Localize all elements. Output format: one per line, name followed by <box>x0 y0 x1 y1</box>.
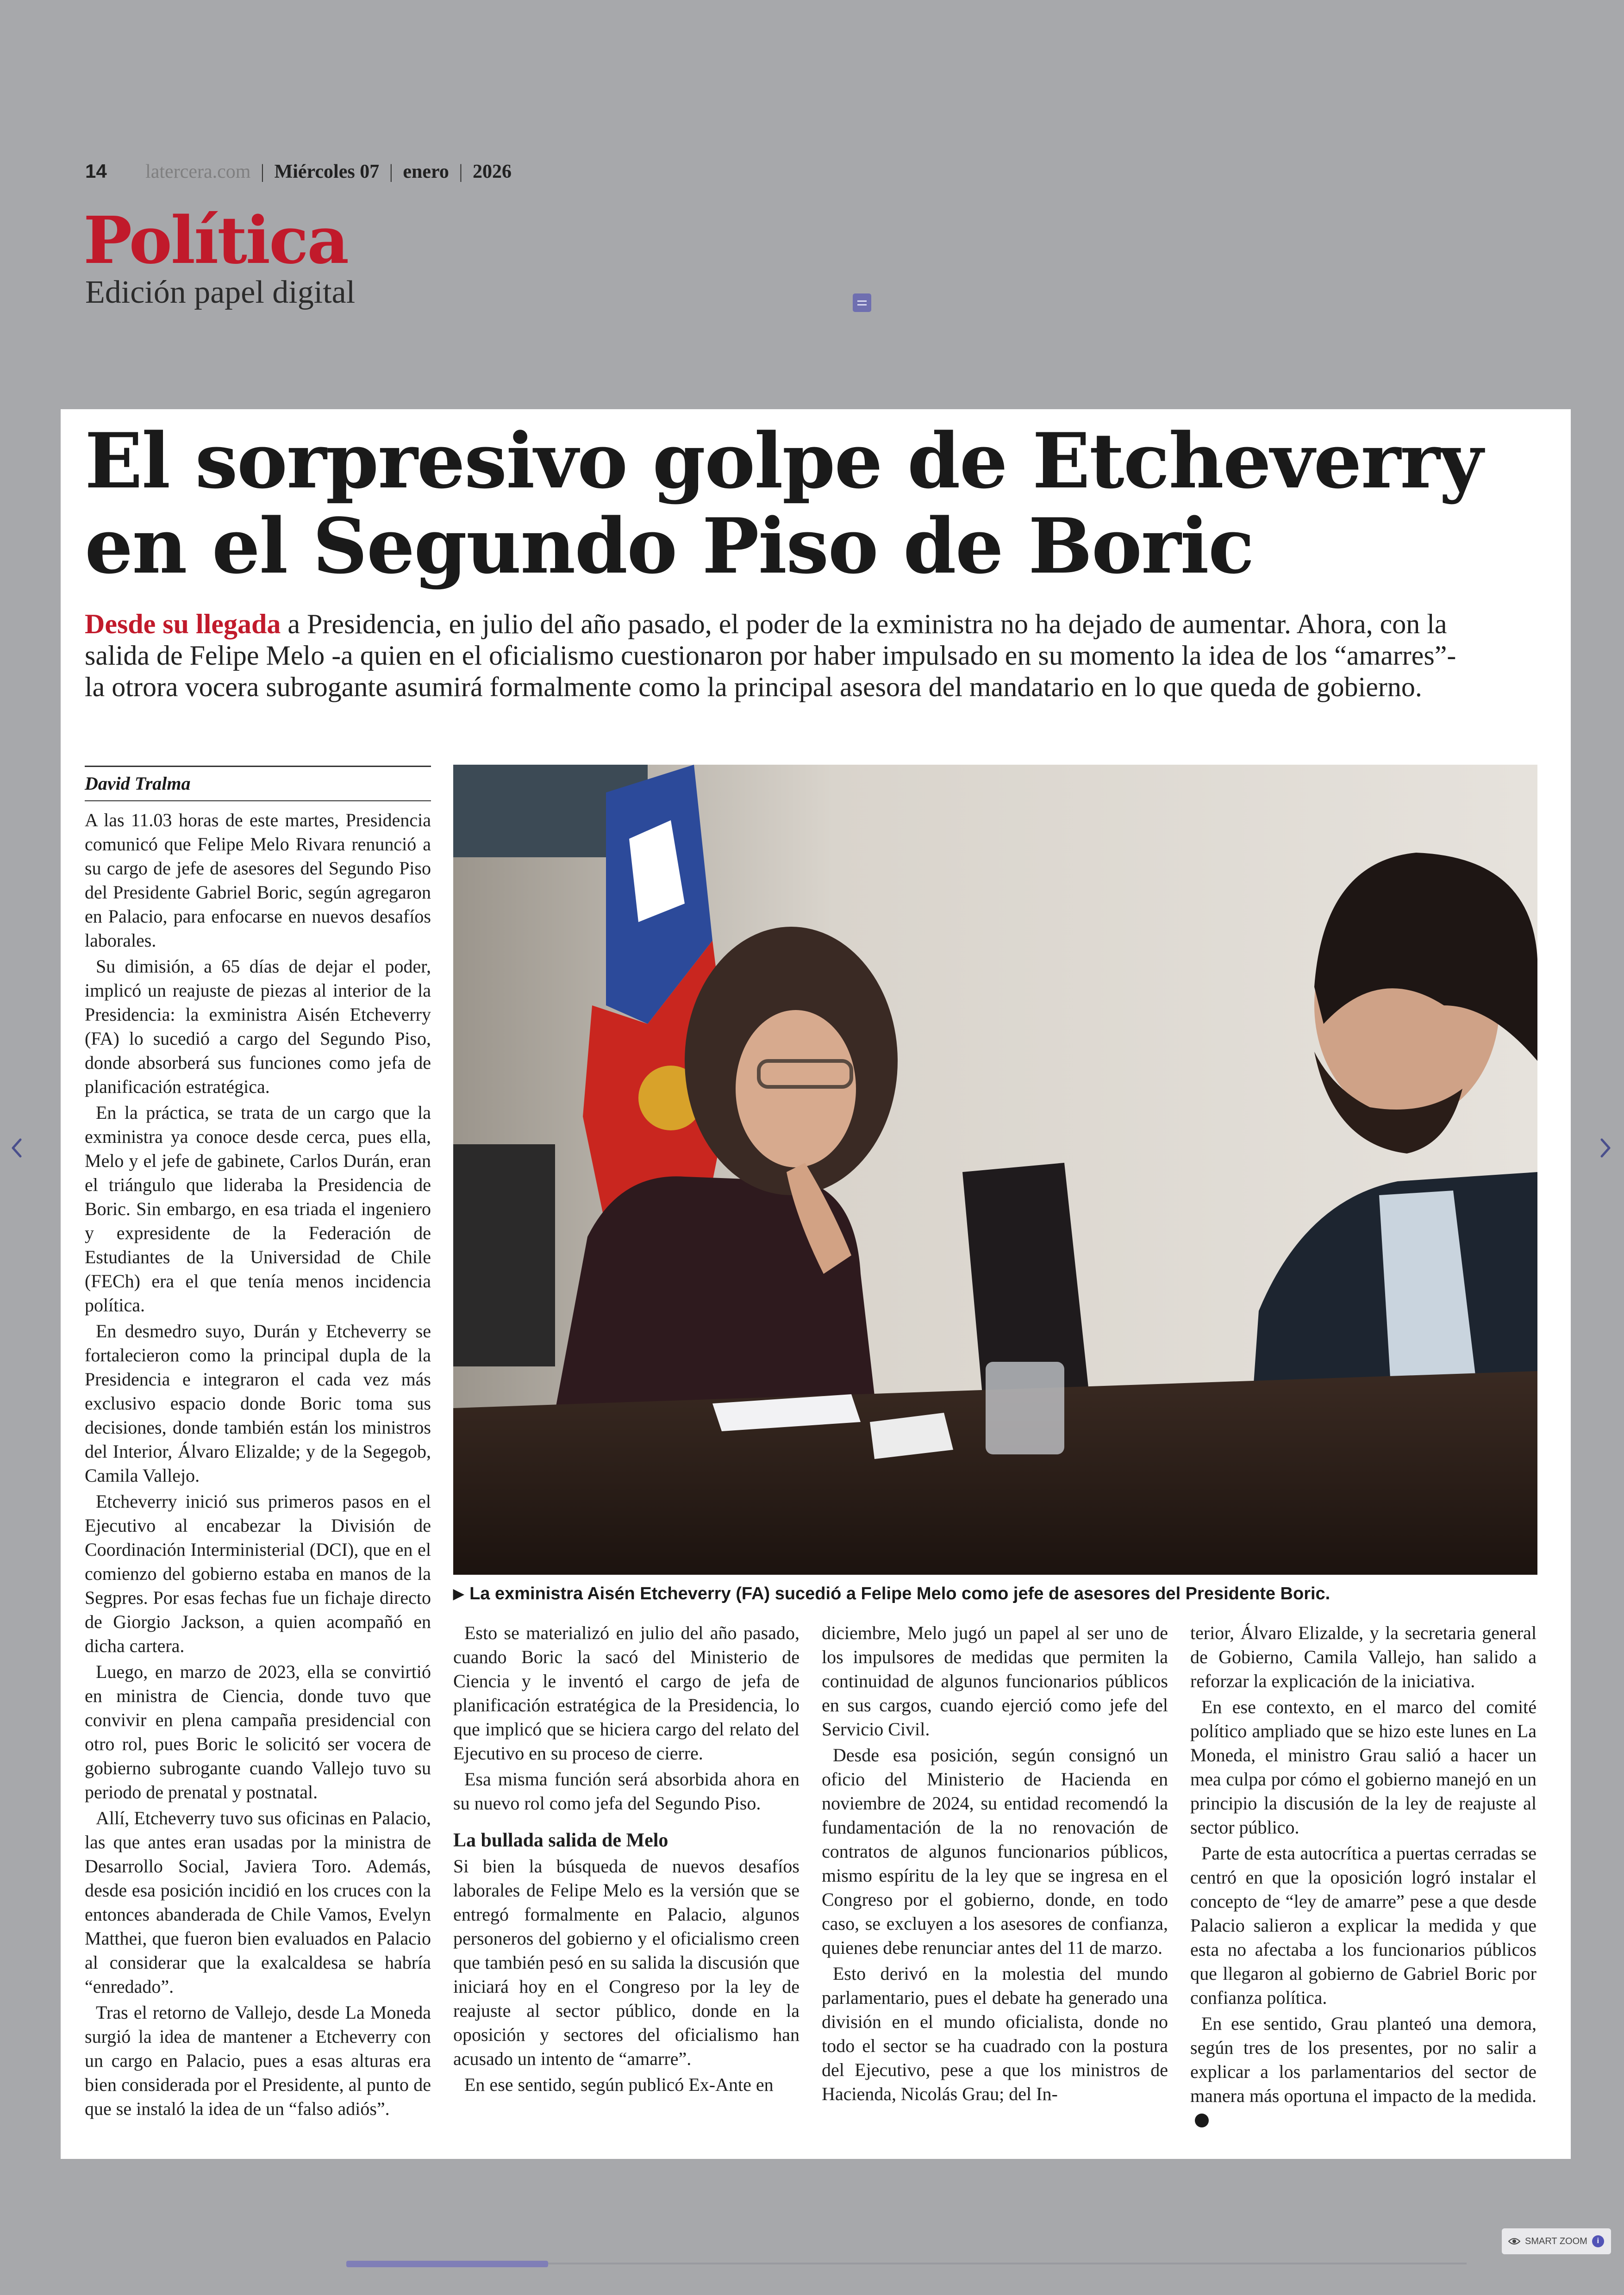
info-badge-icon: i <box>1592 2235 1604 2247</box>
smart-zoom-button[interactable] <box>1502 2228 1611 2254</box>
headline-line: El sorpresivo golpe de Etcheverry <box>85 416 1482 505</box>
body-paragraph: Desde esa posición, según consignó un oficio del Ministerio de Hacienda en noviembre de 2024, su entidad recomendó la fundamentación de la no renovación de contratos de algunos funcionarios públicos, mismo espíritu de la ley que se ingresa en el Congreso por el gobierno, donde, en todo caso, se excluyen a los asesores de confianza, quienes debe renunciar antes del 11 de marzo. <box>822 1745 1168 1958</box>
reading-progress-track[interactable] <box>548 2263 1467 2264</box>
article-page <box>61 409 1571 2159</box>
notes-icon[interactable] <box>853 293 871 312</box>
author-name: David Tralma <box>85 773 191 794</box>
body-paragraph: terior, Álvaro Elizalde, y la secretaria general de Gobierno, Camila Vallejo, han salido a reforzar la explicación de la iniciativa. <box>1190 1622 1537 1691</box>
date-year: 2026 <box>473 161 512 182</box>
section-title: Política <box>83 203 348 279</box>
body-paragraph: Esto se materializó en julio del año pasado, cuando Boric la sacó del Ministerio de Ciencia y le inventó el cargo de jefa de planificación estratégica de la Presidencia, lo que implicó que se hiciera cargo del relato del Ejecutivo en su proceso de cierre. <box>453 1622 800 1764</box>
body-paragraph: Esa misma función será absorbida ahora en su nuevo rol como jefa del Segundo Piso. <box>453 1769 800 1814</box>
text-column-1 <box>85 808 431 2123</box>
body-paragraph: Si bien la búsqueda de nuevos desafíos laborales de Felipe Melo es la versión que se entregó formalmente en Palacio, algunos personeros del gobierno y el oficialismo creen que también pesó en su salida la discusión que iniciará hoy en el Congreso por la ley de reajuste al sector público, donde en la oposición y sectores del oficialismo han acusado un intento de “amarre”. <box>453 1856 800 2069</box>
body-paragraph <box>1190 2012 1537 2132</box>
body-paragraph: Etcheverry inició sus primeros pasos en el Ejecutivo al encabezar la División de Coordinación Interministerial (DCI), que en el comienzo del gobierno estaba en manos de la Segpres. Por esas fechas fue un fichaje directo de Giorgio Jackson, a quien acompañó en dicha cartera. <box>85 1491 431 1656</box>
masthead: 14 latercera.com | Miércoles 07 | enero | 2026 <box>85 160 512 182</box>
byline <box>85 766 431 801</box>
body-paragraph: En desmedro suyo, Durán y Etcheverry se fortalecieron como la principal dupla de la Presidencia e integraron el cada vez más exclusivo espacio donde Boric toma sus decisiones, donde también están los ministros del Interior, Álvaro Elizalde; y de la Segegob, Camila Vallejo. <box>85 1321 431 1486</box>
text-column-3 <box>822 1621 1168 2108</box>
lead-line: la otrora vocera subrogante asumirá formalmente como la principal asesora del mandatario en lo que queda de gobierno. <box>85 672 1422 702</box>
headline <box>85 418 1520 589</box>
date-day: Miércoles 07 <box>274 161 380 182</box>
body-paragraph: En ese sentido, según publicó Ex-Ante en <box>464 2074 774 2095</box>
photo-illustration <box>453 765 1537 1575</box>
chevron-left-icon <box>7 1129 26 1166</box>
body-paragraph: En la práctica, se trata de un cargo que la exministra ya conoce desde cerca, pues ella, Melo y el jefe de gabinete, Carlos Durán, eran el triángulo que lideraba la Presidencia de Boric. Sin embargo, en esa triada el ingeniero y expresidente de la Federación de Estudiantes de la Universidad de Chile (FECh) era el que tenía menos incidencia política. <box>85 1102 431 1316</box>
end-mark-icon <box>1195 2114 1209 2127</box>
page-number: 14 <box>85 160 107 182</box>
lead-line: salida de Felipe Melo -a quien en el oficialismo cuestionaron por haber impulsado en su momento la idea de los “amarres”- <box>85 640 1456 671</box>
body-paragraph: Parte de esta autocrítica a puertas cerradas se centró en que la oposición logró instalar el concepto de “ley de amarre” pese a que desde Palacio salieron a explicar la medida y que esta no afectaba a los funcionarios públicos que llegaron al gobierno de Gabriel Boric por confianza política. <box>1190 1843 1537 2008</box>
body-paragraph: Su dimisión, a 65 días de dejar el poder, implicó un reajuste de piezas al interior de la Presidencia: la exministra Aisén Etcheverry (FA) lo sucedió a cargo del Segundo Piso, donde absorberá sus funciones como jefa de planificación estratégica. <box>85 956 431 1097</box>
site-name[interactable]: latercera.com <box>145 161 251 182</box>
lead-kicker: Desde su llegada <box>85 609 281 639</box>
body-paragraph: Esto derivó en la molestia del mundo parlamentario, pues el debate ha generado una división en el mundo oficialista, donde no todo el sector se ha cuadrado con la postura del Ejecutivo, pese a que los ministros de Hacienda, Nicolás Grau; del In- <box>822 1963 1168 2104</box>
smart-zoom-label: SMART ZOOM <box>1525 2236 1587 2246</box>
body-paragraph: Luego, en marzo de 2023, ella se convirtió en ministra de Ciencia, donde tuvo que convivir en plena campaña presidencial con otro rol, pues Boric le solicitó ser vocera de gobierno subrogante cuando Vallejo tuvo su periodo de prenatal y postnatal. <box>85 1661 431 1802</box>
body-paragraph: En ese contexto, en el marco del comité político ampliado que se hizo este lunes en La Moneda, el ministro Grau salió a hacer un mea culpa por cómo el gobierno manejó en un principio la discusión de la ley de reajuste al sector público. <box>1190 1696 1537 1838</box>
subhead: La bullada salida de Melo <box>453 1830 668 1851</box>
reading-progress-bar[interactable] <box>346 2261 548 2267</box>
lead-line: a Presidencia, en julio del año pasado, el poder de la exministra no ha dejado de aumentar. Ahora, con la <box>281 609 1447 639</box>
edition-label: Edición papel digital <box>85 274 356 310</box>
lead-paragraph <box>85 608 1557 703</box>
caption-text: La exministra Aisén Etcheverry (FA) sucedió a Felipe Melo como jefe de asesores del Presidente Boric. <box>469 1584 1330 1603</box>
date-month: enero <box>403 161 449 182</box>
text-column-4 <box>1190 1621 1537 2134</box>
body-paragraph: Tras el retorno de Vallejo, desde La Moneda surgió la idea de mantener a Etcheverry con un cargo en Palacio, pues a esas alturas era bien considerada por el Presidente, al punto de que se instaló la idea de un “falso adiós”. <box>85 2002 431 2119</box>
body-paragraph: diciembre, Melo jugó un papel al ser uno de los impulsores de medidas que permiten la continuidad de algunos funcionarios públicos en sus cargos, cuando ejerció como jefe del Servicio Civil. <box>822 1622 1168 1740</box>
chevron-right-icon <box>1596 1129 1615 1166</box>
last-paragraph-text: En ese sentido, Grau planteó una demora, según tres de los presentes, por no salir a explicar a los parlamentarios del sector de manera más oportuna el impacto de la medida. <box>1190 2013 1537 2106</box>
body-paragraph: Allí, Etcheverry tuvo sus oficinas en Palacio, las que antes eran usadas por la ministra de Desarrollo Social, Javiera Toro. Además, desde esa posición incidió en los cruces con la entonces abanderada de Chile Vamos, Evelyn Matthei, que fueron bien evaluados en Palacio al considerar que la exalcaldesa se habría “enredado”. <box>85 1808 431 1997</box>
next-page-button[interactable] <box>1596 1129 1615 1166</box>
caption-marker-icon: ▶ <box>453 1586 464 1602</box>
previous-page-button[interactable] <box>7 1129 26 1166</box>
photo-caption <box>453 1583 1546 1605</box>
headline-line: en el Segundo Piso de Boric <box>85 501 1254 591</box>
body-paragraph: A las 11.03 horas de este martes, Presidencia comunicó que Felipe Melo Rivara renunció a su cargo de jefe de asesores del Segundo Piso del Presidente Gabriel Boric, según agregaron en Palacio, para enfocarse en nuevos desafíos laborales. <box>85 810 431 951</box>
article-photo[interactable] <box>453 765 1537 1575</box>
text-column-2 <box>453 1621 800 2099</box>
eye-icon <box>1508 2237 1520 2245</box>
